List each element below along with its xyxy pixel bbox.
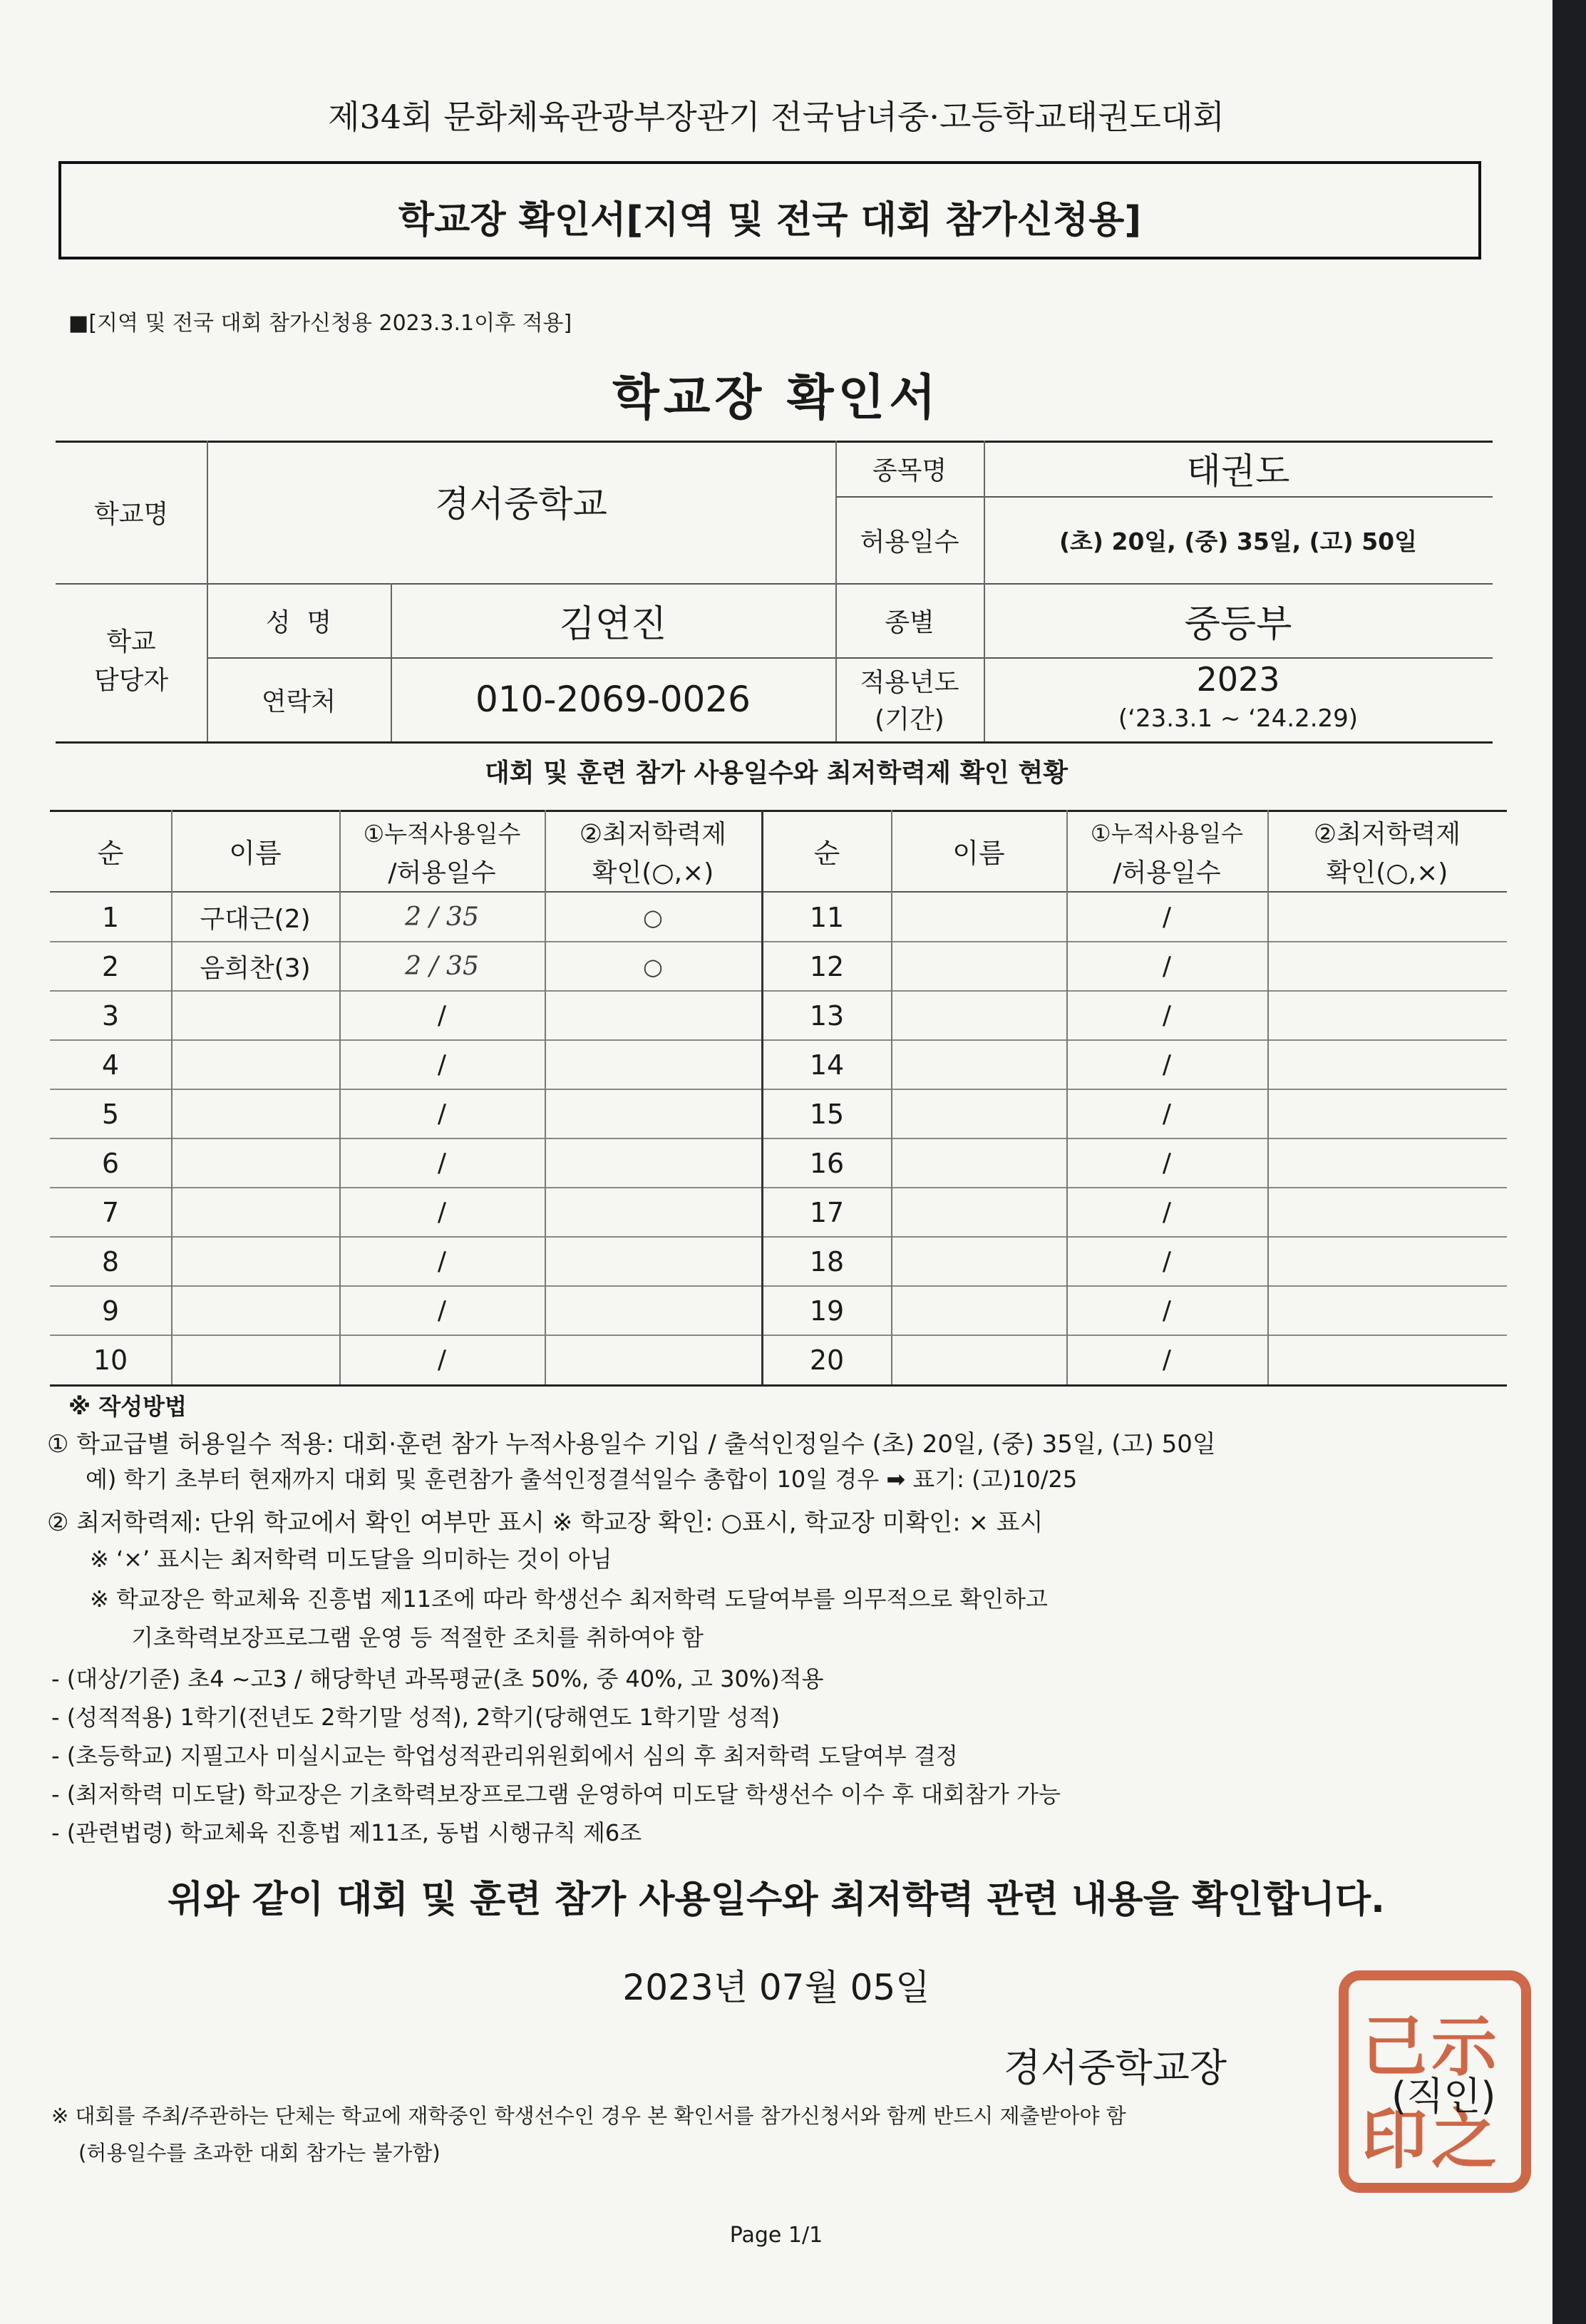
row-number: 1 bbox=[101, 901, 120, 933]
year-value: 2023 bbox=[1196, 660, 1280, 699]
row-number: 9 bbox=[101, 1295, 120, 1327]
manager-name: 김연진 bbox=[559, 602, 667, 646]
header-check-right-line1: ②최저학력제 bbox=[1313, 819, 1461, 849]
main-title: 학교장 확인서[지역 및 전국 대회 참가신청용] bbox=[398, 199, 1142, 242]
days-used: / bbox=[437, 1050, 447, 1079]
days-used: / bbox=[1162, 1345, 1172, 1374]
academic-check bbox=[545, 1335, 761, 1384]
days-used: / bbox=[437, 1099, 447, 1128]
athlete-name bbox=[891, 991, 1066, 1040]
athlete-name bbox=[171, 1089, 339, 1138]
athlete-name bbox=[891, 1335, 1066, 1384]
notes-heading: ※ 작성방법 bbox=[68, 1393, 187, 1420]
row-number: 16 bbox=[809, 1147, 845, 1179]
academic-check bbox=[1267, 1089, 1507, 1138]
row-number: 5 bbox=[101, 1098, 120, 1130]
manager-label-line2: 담당자 bbox=[93, 665, 169, 695]
athlete-name bbox=[171, 1286, 339, 1335]
days-used: / bbox=[437, 1001, 447, 1030]
athlete-name bbox=[891, 1040, 1066, 1089]
competition-title: 제34회 문화체육관광부장관기 전국남녀중·고등학교태권도대회 bbox=[328, 98, 1225, 136]
note-item: - (관련법령) 학교체육 진흥법 제11조, 동법 시행규칙 제6조 bbox=[51, 1819, 642, 1846]
academic-check bbox=[1267, 991, 1507, 1040]
academic-check bbox=[1267, 1335, 1507, 1384]
apply-note: ■[지역 및 전국 대회 참가신청용 2023.3.1이후 적용] bbox=[68, 311, 572, 336]
academic-check bbox=[1267, 1138, 1507, 1188]
confirmation-statement: 위와 같이 대회 및 훈련 참가 사용일수와 최저학력 관련 내용을 확인합니다. bbox=[168, 1878, 1385, 1921]
allowed-label: 허용일수 bbox=[860, 527, 959, 557]
header-check-line1: ②최저학력제 bbox=[579, 819, 727, 849]
athlete-name bbox=[171, 1188, 339, 1237]
sport-value: 태권도 bbox=[1186, 451, 1290, 492]
days-used: / bbox=[1162, 1148, 1172, 1178]
contact-value: 010-2069-0026 bbox=[475, 679, 751, 720]
days-used: / bbox=[1162, 1247, 1172, 1276]
note-item: - (대상/기준) 초4 ~고3 / 해당학년 과목평균(초 50%, 중 40%, 고 30%)적용 bbox=[51, 1665, 824, 1692]
days-used: / bbox=[1162, 1001, 1172, 1030]
athlete-name bbox=[171, 991, 339, 1040]
footer-note: ※ 대회를 주최/주관하는 단체는 학교에 재학중인 학생선수인 경우 본 확인서를 참가신청서와 함께 반드시 제출받아야 함 bbox=[51, 2104, 1126, 2128]
days-used: / bbox=[437, 1345, 447, 1374]
usage-table-bottom-line bbox=[50, 1384, 1507, 1387]
academic-check bbox=[545, 1089, 761, 1138]
note-item: - (성적적용) 1학기(전년도 2학기말 성적), 2학기(당해연도 1학기말 성적) bbox=[51, 1704, 781, 1731]
days-used: / bbox=[1162, 1296, 1172, 1325]
row-number: 2 bbox=[101, 950, 120, 982]
academic-check bbox=[1267, 1040, 1507, 1089]
academic-check bbox=[545, 1138, 761, 1188]
academic-check: ○ bbox=[643, 952, 663, 980]
document-title: 학교장 확인서 bbox=[612, 370, 940, 426]
header-days-line2: /허용일수 bbox=[388, 858, 496, 888]
note-item: - (최저학력 미도달) 학교장은 기초학력보장프로그램 운영하여 미도달 학생선수 이수 후 대회참가 가능 bbox=[51, 1781, 1061, 1808]
row-number: 13 bbox=[809, 999, 845, 1032]
athlete-name bbox=[891, 1138, 1066, 1188]
athlete-name bbox=[891, 893, 1066, 942]
contact-label: 연락처 bbox=[261, 687, 336, 716]
academic-check bbox=[1267, 1237, 1507, 1286]
days-used: / bbox=[1162, 1099, 1172, 1128]
academic-check bbox=[1267, 1188, 1507, 1237]
note-item: 예) 학기 초부터 현재까지 대회 및 훈련참가 출석인정결석일수 총합이 10일 경우 ➡ 표기: (고)10/25 bbox=[86, 1466, 1078, 1493]
days-used: / bbox=[1162, 903, 1172, 932]
name-label: 성 명 bbox=[265, 607, 332, 637]
days-used: / bbox=[1162, 1050, 1172, 1079]
days-used: 2 / 35 bbox=[405, 952, 479, 981]
period-value: (‘23.3.1 ~ ‘24.2.29) bbox=[1118, 704, 1359, 733]
academic-check bbox=[545, 1286, 761, 1335]
days-used: / bbox=[437, 1198, 447, 1227]
header-check-right-line2: 확인(○,×) bbox=[1326, 858, 1448, 888]
footer-note-sub: (허용일수를 초과한 대회 참가는 불가함) bbox=[78, 2141, 441, 2165]
row-number: 19 bbox=[809, 1295, 845, 1327]
athlete-name bbox=[171, 1237, 339, 1286]
note-item: ② 최저학력제: 단위 학교에서 확인 여부만 표시 ※ 학교장 확인: ○표시, 학교장 미확인: × 표시 bbox=[47, 1508, 1044, 1537]
document-date: 2023년 07월 05일 bbox=[622, 1967, 930, 2008]
days-used: / bbox=[437, 1247, 447, 1276]
note-item: 기초학력보장프로그램 운영 등 적절한 조치를 취하여야 함 bbox=[131, 1624, 704, 1651]
school-label: 학교명 bbox=[93, 499, 169, 529]
header-name-right: 이름 bbox=[952, 837, 1005, 869]
seal-glyph: 印 bbox=[1361, 2101, 1428, 2178]
athlete-name: 구대근(2) bbox=[200, 905, 311, 934]
principal-signature: 경서중학교장 bbox=[1004, 2045, 1227, 2090]
days-used: 2 / 35 bbox=[405, 903, 479, 932]
page-number: Page 1/1 bbox=[729, 2223, 823, 2248]
seal-glyph: 示 bbox=[1431, 2008, 1498, 2085]
row-number: 17 bbox=[809, 1196, 845, 1228]
athlete-name bbox=[171, 1138, 339, 1188]
year-label-line1: 적용년도 bbox=[860, 667, 959, 697]
school-name: 경서중학교 bbox=[435, 483, 607, 525]
allowed-value: (초) 20일, (중) 35일, (고) 50일 bbox=[1059, 527, 1418, 555]
academic-check bbox=[1267, 942, 1507, 991]
academic-check bbox=[545, 991, 761, 1040]
academic-check: ○ bbox=[643, 903, 663, 931]
row-number: 12 bbox=[809, 950, 845, 982]
table-title: 대회 및 훈련 참가 사용일수와 최저학력제 확인 현황 bbox=[484, 759, 1069, 788]
sport-label: 종목명 bbox=[872, 456, 947, 485]
row-number: 11 bbox=[809, 901, 845, 933]
row-number: 4 bbox=[101, 1049, 120, 1081]
row-number: 3 bbox=[101, 999, 120, 1032]
athlete-name bbox=[891, 1237, 1066, 1286]
row-number: 7 bbox=[101, 1196, 120, 1228]
row-number: 8 bbox=[101, 1245, 120, 1277]
row-number: 10 bbox=[93, 1344, 128, 1376]
athlete-name bbox=[891, 1089, 1066, 1138]
manager-label-line1: 학교 bbox=[106, 627, 156, 657]
athlete-name bbox=[891, 942, 1066, 991]
academic-check bbox=[545, 1188, 761, 1237]
year-label-line2: (기간) bbox=[875, 704, 944, 734]
row-number: 14 bbox=[809, 1049, 845, 1081]
row-number: 20 bbox=[809, 1344, 845, 1376]
athlete-name: 음희찬(3) bbox=[200, 954, 311, 983]
division-value: 중등부 bbox=[1184, 602, 1292, 646]
days-used: / bbox=[1162, 1198, 1172, 1227]
days-used: / bbox=[437, 1148, 447, 1178]
note-item: ※ 학교장은 학교체육 진흥법 제11조에 따라 학생선수 최저학력 도달여부를 의무적으로 확인하고 bbox=[90, 1585, 1048, 1613]
note-item: - (초등학교) 지필고사 미실시교는 학업성적관리위원회에서 심의 후 최저학력 도달여부 결정 bbox=[51, 1742, 958, 1769]
background-edge bbox=[1552, 0, 1586, 2324]
academic-check bbox=[1267, 1286, 1507, 1335]
note-item: ※ ‘×’ 표시는 최저학력 미도달을 의미하는 것이 아님 bbox=[90, 1546, 612, 1573]
header-name: 이름 bbox=[229, 837, 282, 869]
header-days-right-line1: ①누적사용일수 bbox=[1090, 820, 1244, 847]
seal-glyph: 己 bbox=[1361, 2008, 1428, 2085]
row-number: 18 bbox=[809, 1245, 845, 1277]
row-number: 15 bbox=[809, 1098, 845, 1130]
athlete-name bbox=[171, 1040, 339, 1089]
info-table-bottom-line bbox=[56, 741, 1493, 744]
academic-check bbox=[545, 1040, 761, 1089]
division-label: 종별 bbox=[885, 607, 934, 637]
header-no: 순 bbox=[97, 837, 124, 869]
academic-check bbox=[1267, 893, 1507, 942]
academic-check bbox=[545, 1237, 761, 1286]
seal-glyph: 之 bbox=[1431, 2101, 1498, 2178]
note-item: ① 학교급별 허용일수 적용: 대회·훈련 참가 누적사용일수 기입 / 출석인정일수 (초) 20일, (중) 35일, (고) 50일 bbox=[47, 1430, 1216, 1459]
seal-label: (직인) bbox=[1391, 2074, 1496, 2119]
athlete-name bbox=[171, 1335, 339, 1384]
row-number: 6 bbox=[101, 1147, 120, 1179]
athlete-name bbox=[891, 1286, 1066, 1335]
header-days-right-line2: /허용일수 bbox=[1113, 858, 1221, 888]
days-used: / bbox=[437, 1296, 447, 1325]
athlete-name bbox=[891, 1188, 1066, 1237]
header-check-line2: 확인(○,×) bbox=[592, 858, 714, 888]
days-used: / bbox=[1162, 952, 1172, 981]
header-no-right: 순 bbox=[813, 837, 840, 869]
header-days-line1: ①누적사용일수 bbox=[363, 819, 521, 848]
